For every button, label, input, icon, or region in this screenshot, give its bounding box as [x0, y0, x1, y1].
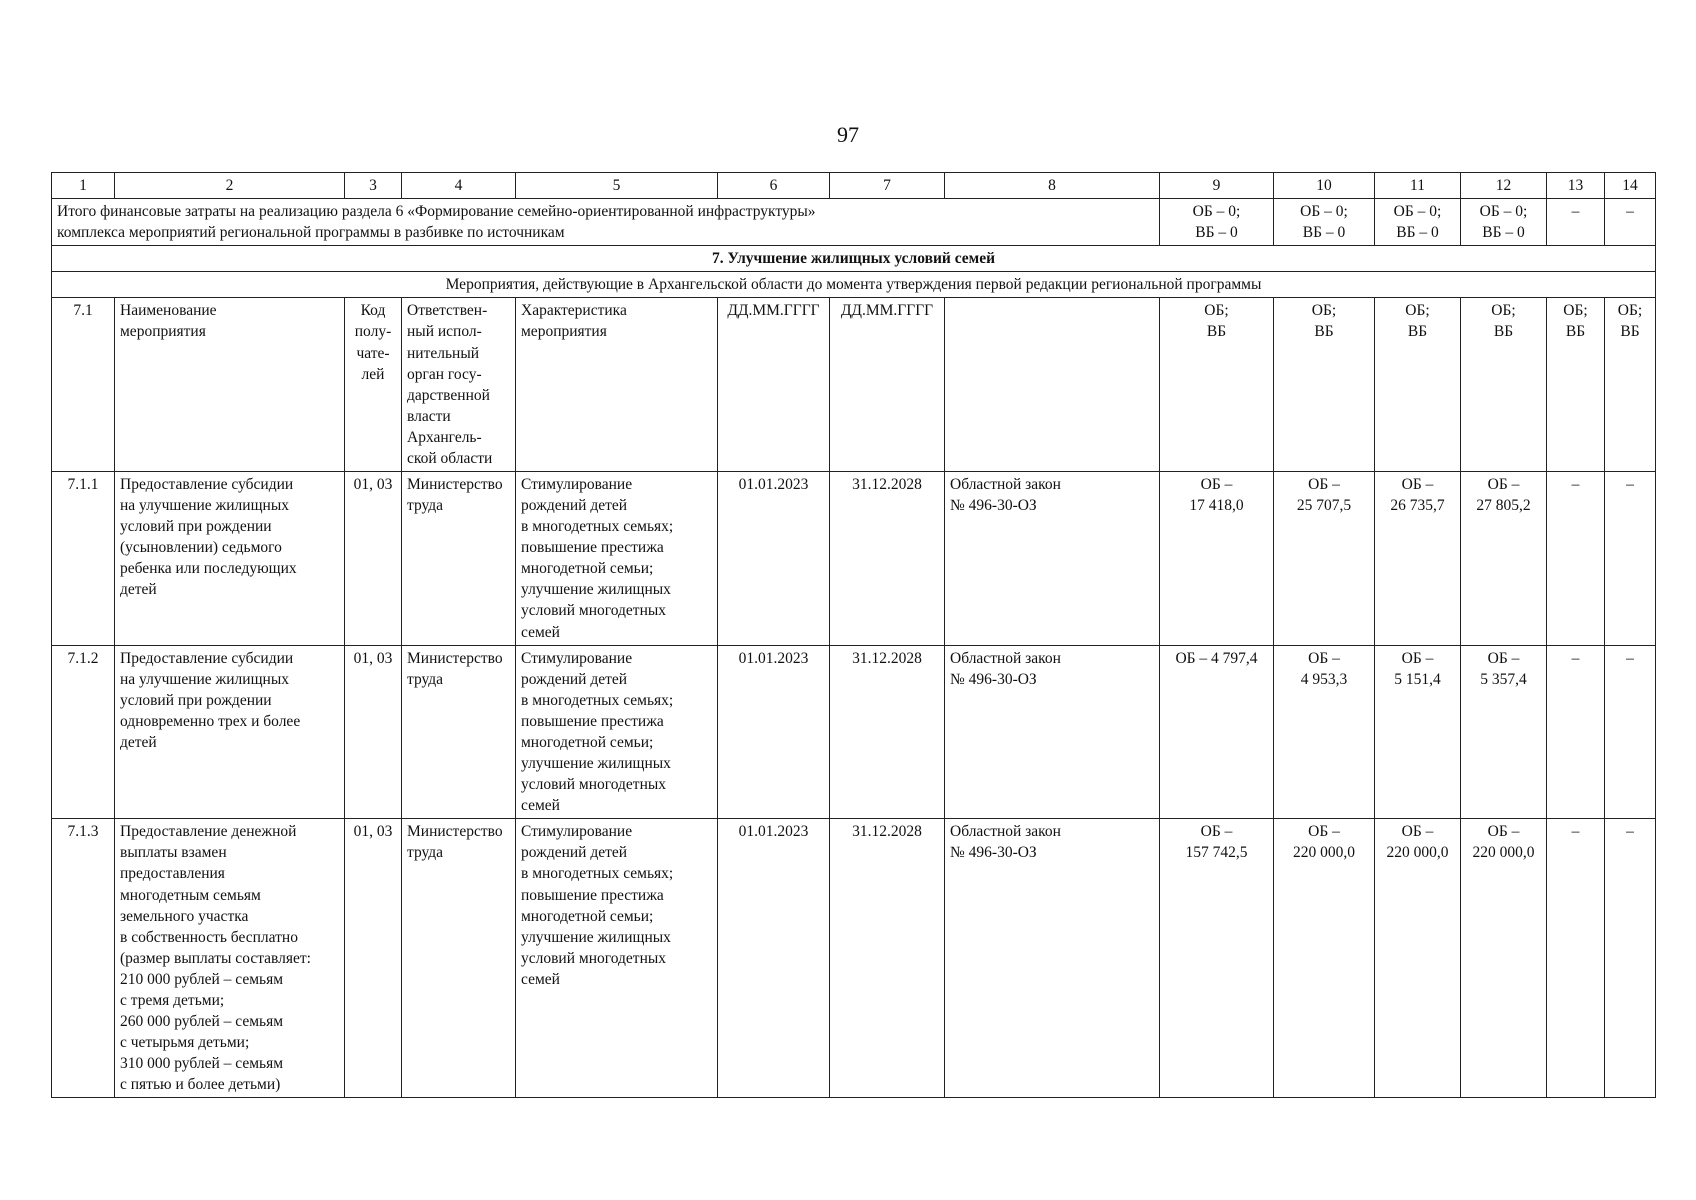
cell-funding: – [1547, 645, 1605, 819]
cell-executor: Министерство труда [402, 645, 516, 819]
cell-num: 7.1.2 [52, 645, 115, 819]
cell-funding: ОБ – 4 953,3 [1274, 645, 1375, 819]
cell-basis [945, 298, 1160, 472]
column-number: 13 [1547, 173, 1605, 199]
subsection-row [52, 272, 1656, 298]
cell-num: 7.1.3 [52, 819, 115, 1098]
totals-value: ОБ – 0; ВБ – 0 [1160, 199, 1274, 246]
cell-executor: Министерство труда [402, 819, 516, 1098]
cell-basis: Областной закон № 496-30-ОЗ [945, 819, 1160, 1098]
cell-start-date: 01.01.2023 [718, 472, 830, 646]
column-number: 7 [830, 173, 945, 199]
cell-funding: ОБ; ВБ [1274, 298, 1375, 472]
cell-end-date: 31.12.2028 [830, 472, 945, 646]
cell-name: Наименование мероприятия [115, 298, 345, 472]
cell-funding: ОБ – 17 418,0 [1160, 472, 1274, 646]
cell-code: 01, 03 [345, 819, 402, 1098]
column-number: 5 [516, 173, 718, 199]
cell-characteristic: Стимулирование рождений детей в многодетных семьях; повышение престижа многодетной семьи; улучшение жилищных условий многодетных семей [516, 819, 718, 1098]
cell-code: 01, 03 [345, 645, 402, 819]
cell-end-date: 31.12.2028 [830, 645, 945, 819]
cell-funding: ОБ – 26 735,7 [1375, 472, 1461, 646]
cell-funding: – [1605, 472, 1656, 646]
cell-funding: ОБ – 27 805,2 [1461, 472, 1547, 646]
cell-end-date: 31.12.2028 [830, 819, 945, 1098]
column-number-row [52, 173, 1656, 199]
cell-code: Код полу- чате- лей [345, 298, 402, 472]
cell-end-date: ДД.ММ.ГГГГ [830, 298, 945, 472]
cell-num: 7.1 [52, 298, 115, 472]
section-title: 7. Улучшение жилищных условий семей [52, 246, 1656, 272]
cell-basis: Областной закон № 496-30-ОЗ [945, 472, 1160, 646]
cell-funding: ОБ – 4 797,4 [1160, 645, 1274, 819]
column-number: 10 [1274, 173, 1375, 199]
page-number: 97 [837, 122, 859, 147]
column-number: 11 [1375, 173, 1461, 199]
cell-funding: ОБ; ВБ [1605, 298, 1656, 472]
column-number: 3 [345, 173, 402, 199]
cell-funding: ОБ; ВБ [1461, 298, 1547, 472]
table-row [52, 645, 1656, 819]
cell-funding: ОБ; ВБ [1547, 298, 1605, 472]
cell-funding: – [1605, 819, 1656, 1098]
totals-value: – [1547, 199, 1605, 246]
cell-funding: ОБ – 5 357,4 [1461, 645, 1547, 819]
cell-characteristic: Характеристика мероприятия [516, 298, 718, 472]
column-number: 2 [115, 173, 345, 199]
cell-characteristic: Стимулирование рождений детей в многодетных семьях; повышение престижа многодетной семьи; улучшение жилищных условий многодетных семей [516, 472, 718, 646]
cell-funding: ОБ – 157 742,5 [1160, 819, 1274, 1098]
cell-characteristic: Стимулирование рождений детей в многодетных семьях; повышение престижа многодетной семьи; улучшение жилищных условий многодетных семей [516, 645, 718, 819]
cell-funding: ОБ – 220 000,0 [1461, 819, 1547, 1098]
cell-funding: – [1547, 472, 1605, 646]
column-number: 6 [718, 173, 830, 199]
cell-funding: ОБ – 5 151,4 [1375, 645, 1461, 819]
totals-value: ОБ – 0; ВБ – 0 [1375, 199, 1461, 246]
totals-value: ОБ – 0; ВБ – 0 [1274, 199, 1375, 246]
column-number: 12 [1461, 173, 1547, 199]
cell-code: 01, 03 [345, 472, 402, 646]
header-row [52, 298, 1656, 472]
cell-basis: Областной закон № 496-30-ОЗ [945, 645, 1160, 819]
column-number: 1 [52, 173, 115, 199]
cell-start-date: ДД.ММ.ГГГГ [718, 298, 830, 472]
cell-name: Предоставление субсидии на улучшение жилищных условий при рождении (усыновлении) седьмого ребенка или последующих детей [115, 472, 345, 646]
cell-name: Предоставление субсидии на улучшение жилищных условий при рождении одновременно трех и более детей [115, 645, 345, 819]
cell-funding: ОБ – 220 000,0 [1375, 819, 1461, 1098]
totals-value: – [1605, 199, 1656, 246]
cell-start-date: 01.01.2023 [718, 645, 830, 819]
cell-name: Предоставление денежной выплаты взамен предоставления многодетным семьям земельного участка в собственность бесплатно (размер выплаты составляет: 210 000 рублей – семьям с тремя детьми; 260 000 рублей – семьям с четырьмя детьми; 310 000 рублей – семьям с пятью и более детьми) [115, 819, 345, 1098]
column-number: 4 [402, 173, 516, 199]
section-row [52, 246, 1656, 272]
table-row [52, 472, 1656, 646]
totals-value: ОБ – 0; ВБ – 0 [1461, 199, 1547, 246]
cell-funding: ОБ – 25 707,5 [1274, 472, 1375, 646]
cell-funding: – [1605, 645, 1656, 819]
column-number: 8 [945, 173, 1160, 199]
cell-funding: ОБ; ВБ [1375, 298, 1461, 472]
cell-executor: Ответствен- ный испол- нительный орган госу- дарственной власти Архангель- ской области [402, 298, 516, 472]
measures-table [51, 172, 1656, 1098]
column-number: 14 [1605, 173, 1656, 199]
table-row [52, 819, 1656, 1098]
totals-label: Итого финансовые затраты на реализацию раздела 6 «Формирование семейно-ориентированной инфраструктуры» комплекса мероприятий региональной программы в разбивке по источникам [52, 199, 1160, 246]
cell-start-date: 01.01.2023 [718, 819, 830, 1098]
cell-funding: ОБ – 220 000,0 [1274, 819, 1375, 1098]
cell-num: 7.1.1 [52, 472, 115, 646]
cell-funding: – [1547, 819, 1605, 1098]
totals-row [52, 199, 1656, 246]
column-number: 9 [1160, 173, 1274, 199]
cell-executor: Министерство труда [402, 472, 516, 646]
subsection-title: Мероприятия, действующие в Архангельской области до момента утверждения первой редакции региональной программы [52, 272, 1656, 298]
cell-funding: ОБ; ВБ [1160, 298, 1274, 472]
